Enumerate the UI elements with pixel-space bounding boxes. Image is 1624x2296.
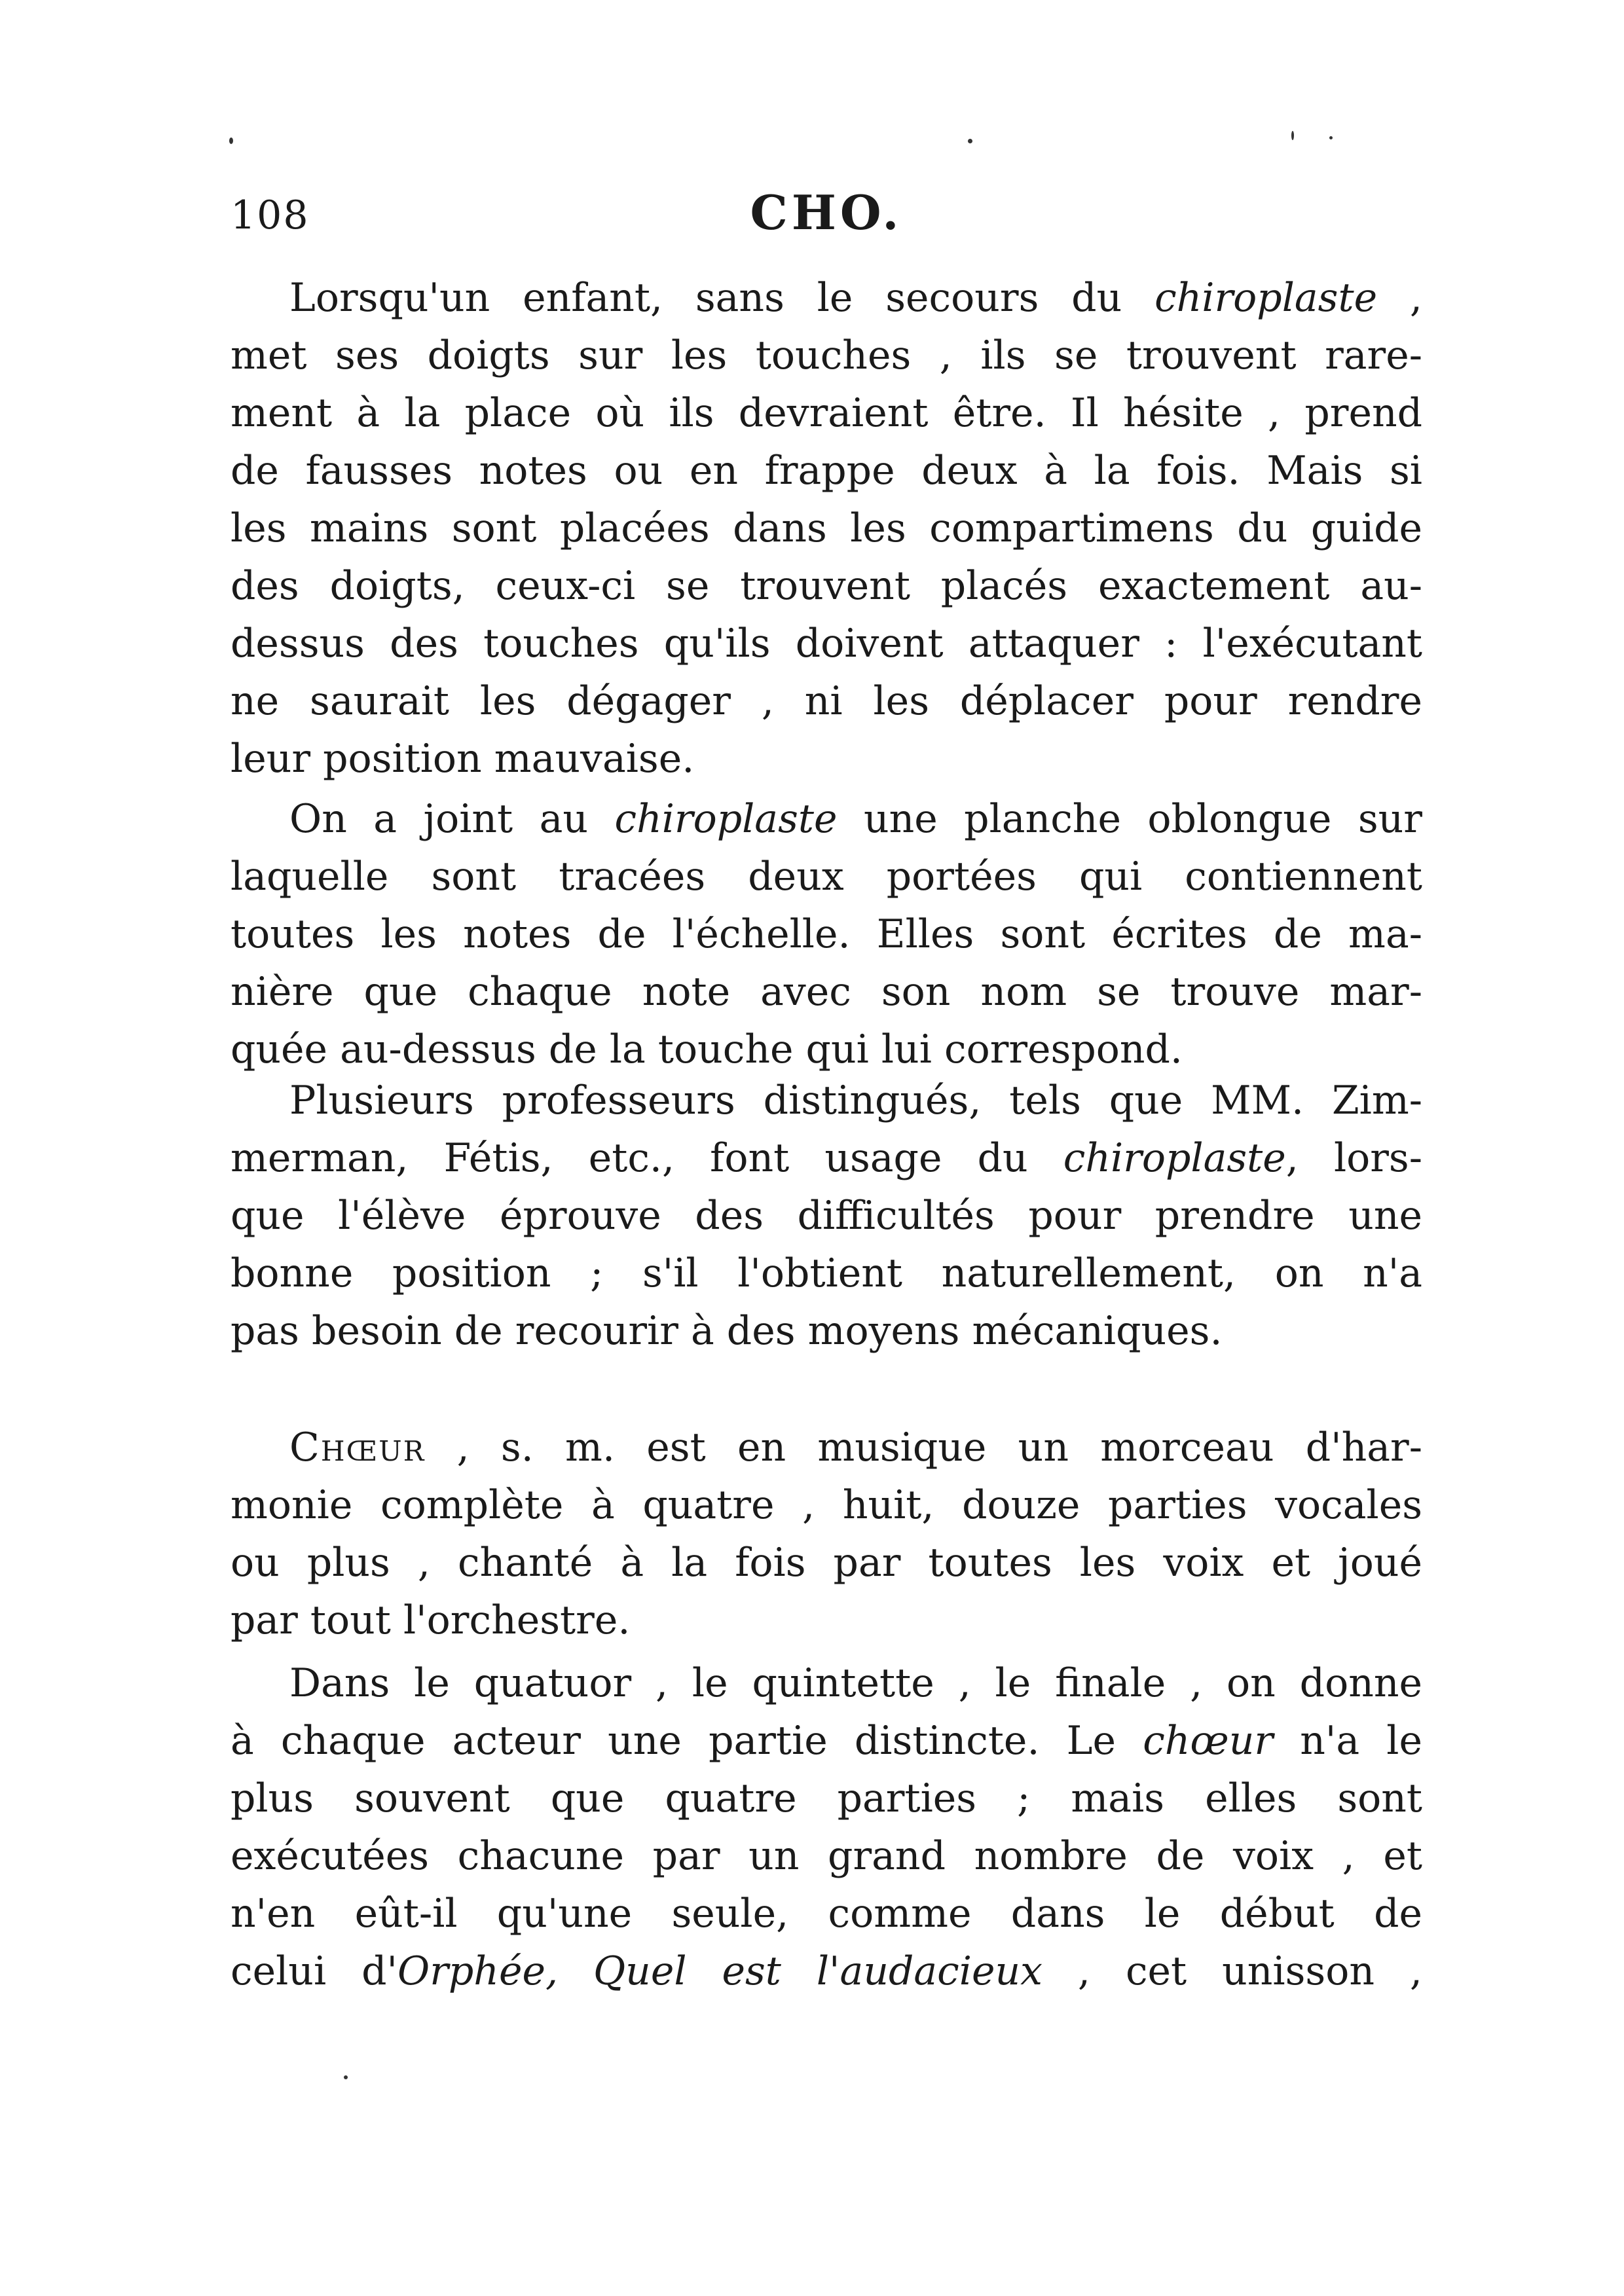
text-line: à chaque acteur une partie distincte. Le chœur n'a le bbox=[231, 1718, 1423, 1764]
text-line: monie complète à quatre , huit, douze parties vocales bbox=[231, 1482, 1422, 1528]
text-line: plus souvent que quatre parties ; mais elles sont bbox=[231, 1776, 1422, 1821]
text-line: On a joint au chiroplaste une planche oblongue sur bbox=[289, 796, 1422, 842]
print-speck bbox=[344, 2075, 348, 2079]
text-line: met ses doigts sur les touches , ils se trouvent rare- bbox=[231, 333, 1422, 378]
text-line: merman, Fétis, etc., font usage du chiroplaste, lors- bbox=[231, 1135, 1422, 1181]
page-number: 108 bbox=[231, 192, 310, 238]
text-line: Plusieurs professeurs distingués, tels que MM. Zim- bbox=[289, 1078, 1422, 1123]
text-line: celui d'Orphée, Quel est l'audacieux , cet unisson , bbox=[231, 1948, 1423, 1994]
text-line: exécutées chacune par un grand nombre de voix , et bbox=[231, 1833, 1422, 1879]
text-line: toutes les notes de l'échelle. Elles sont écrites de ma- bbox=[231, 911, 1422, 957]
text-line: de fausses notes ou en frappe deux à la fois. Mais si bbox=[231, 448, 1422, 494]
text-line: Lorsqu'un enfant, sans le secours du chiroplaste , bbox=[289, 275, 1422, 321]
text-line: Chœur , s. m. est en musique un morceau d'har- bbox=[289, 1425, 1422, 1470]
text-line: Dans le quatuor , le quintette , le finale , on donne bbox=[289, 1660, 1422, 1706]
text-line: ou plus , chanté à la fois par toutes les voix et joué bbox=[231, 1540, 1422, 1586]
text-line: dessus des touches qu'ils doivent attaquer : l'exécutant bbox=[231, 621, 1422, 666]
text-line: par tout l'orchestre. bbox=[231, 1597, 631, 1643]
headword: Chœur bbox=[289, 1425, 426, 1470]
page-header bbox=[231, 185, 1422, 257]
text-line: quée au-dessus de la touche qui lui correspond. bbox=[231, 1027, 1183, 1072]
text-line: laquelle sont tracées deux portées qui contiennent bbox=[231, 854, 1422, 900]
text-line: les mains sont placées dans les compartimens du guide bbox=[231, 505, 1422, 551]
running-head: CHO. bbox=[750, 185, 903, 240]
text-line: ne saurait les dégager , ni les déplacer pour rendre bbox=[231, 678, 1422, 724]
text-line: pas besoin de recourir à des moyens mécaniques. bbox=[231, 1308, 1223, 1354]
text-line: bonne position ; s'il l'obtient naturellement, on n'a bbox=[231, 1250, 1422, 1296]
text-line: des doigts, ceux-ci se trouvent placés exactement au- bbox=[231, 563, 1422, 609]
text-line: que l'élève éprouve des difficultés pour prendre une bbox=[231, 1193, 1422, 1239]
text-line: ment à la place où ils devraient être. Il hésite , prend bbox=[231, 390, 1422, 436]
text-line: nière que chaque note avec son nom se trouve mar- bbox=[231, 969, 1422, 1015]
text-line: leur position mauvaise. bbox=[231, 736, 695, 782]
print-speck bbox=[1291, 131, 1294, 140]
text-line: n'en eût-il qu'une seule, comme dans le début de bbox=[231, 1891, 1422, 1937]
print-speck bbox=[968, 139, 972, 143]
print-speck bbox=[229, 137, 233, 144]
print-speck bbox=[1329, 136, 1333, 139]
